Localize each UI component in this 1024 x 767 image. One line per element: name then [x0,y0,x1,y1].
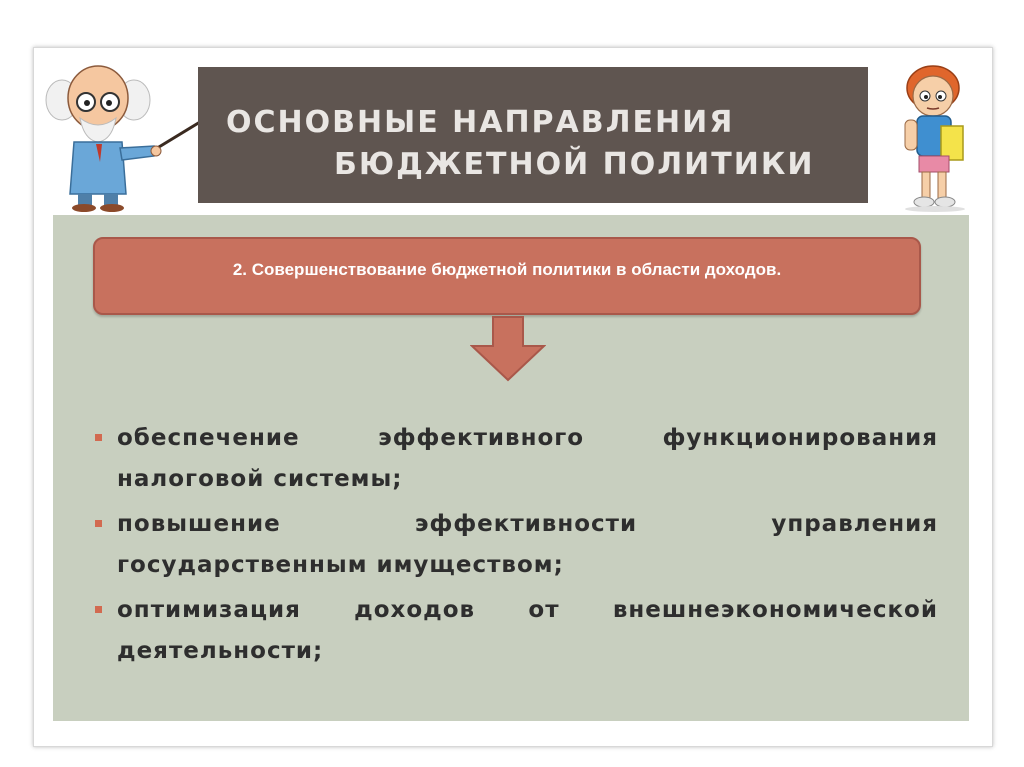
bullet-line-2: государственным имуществом; [117,552,564,578]
bullet-line-2: налоговой системы; [117,466,403,492]
bullet-word: эффективности [414,511,638,537]
slide-title-box [198,67,868,203]
bullet-line-1 [117,590,938,631]
bullet-word: оптимизация [117,597,301,623]
list-item [93,504,938,586]
callout-box [93,237,921,315]
bullet-marker [95,606,102,613]
bullet-marker [95,520,102,527]
bullet-word: обеспечение [117,425,300,451]
bullet-word: повышение [117,511,281,537]
bullet-word: эффективного [378,425,585,451]
bullet-list [93,418,938,676]
down-arrow-icon [470,316,546,382]
professor-illustration [42,62,202,212]
bullet-word: доходов [354,597,476,623]
slide-title-line-1: ОСНОВНЫЕ НАПРАВЛЕНИЯ [226,105,735,140]
slide-title-line-2: БЮДЖЕТНОЙ ПОЛИТИКИ [334,147,815,182]
bullet-line-1 [117,418,938,459]
bullet-word: функционирования [662,425,938,451]
callout-text: 2. Совершенствование бюджетной политики в области доходов. [232,260,782,279]
list-item [93,418,938,500]
student-illustration [893,64,979,212]
list-item [93,590,938,672]
bullet-line-2: деятельности; [117,638,324,664]
bullet-word: от [528,597,560,623]
bullet-marker [95,434,102,441]
bullet-line-1 [117,504,938,545]
bullet-word: управления [771,511,938,537]
bullet-word: внешнеэкономической [612,597,938,623]
